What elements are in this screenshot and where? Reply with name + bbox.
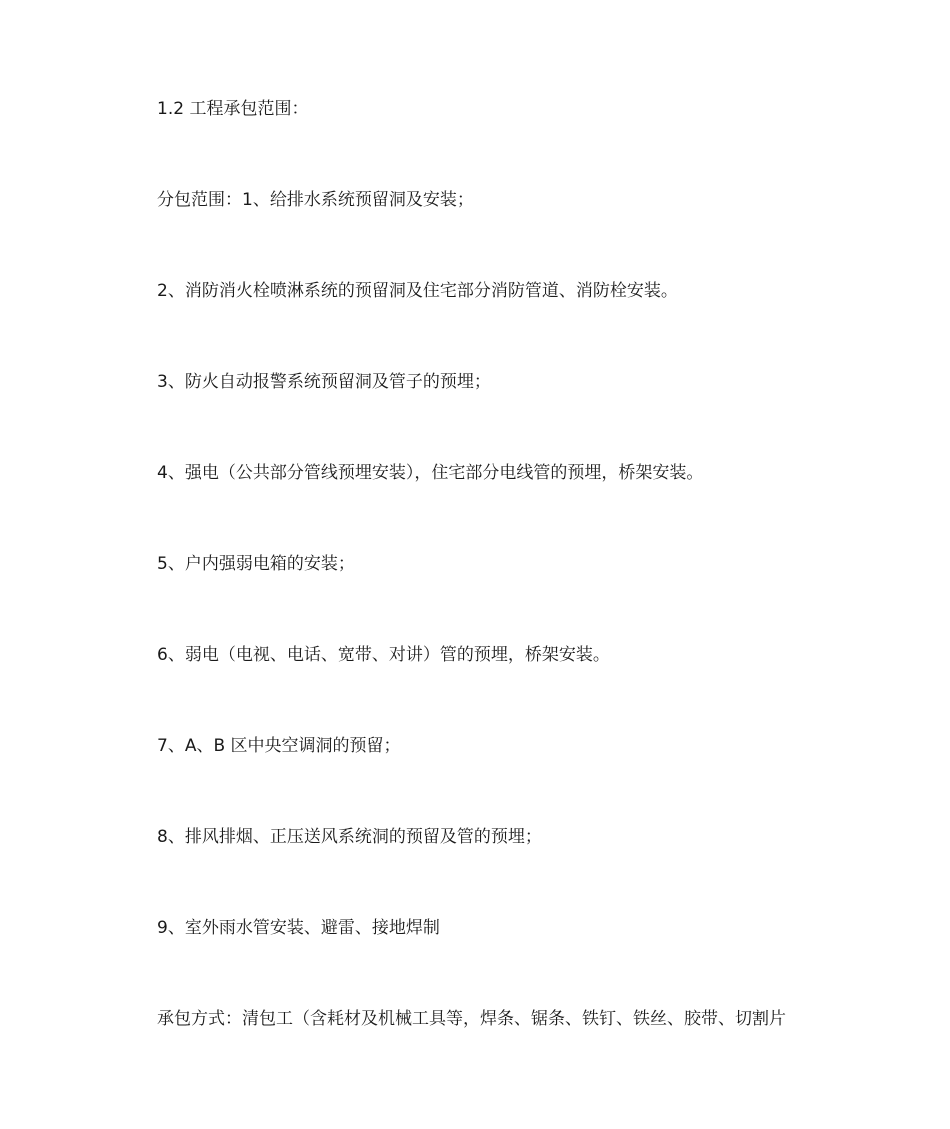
scope-intro: 分包范围：1、给排水系统预留洞及安装； (157, 190, 474, 210)
scope-item-8: 8、排风排烟、正压送风系统洞的预留及管的预埋； (157, 827, 542, 847)
scope-item-6: 6、弱电（电视、电话、宽带、对讲）管的预埋，桥架安装。 (157, 645, 610, 665)
scope-item-2: 2、消防消火栓喷淋系统的预留洞及住宅部分消防管道、消防栓安装。 (157, 281, 678, 301)
scope-item-4: 4、强电（公共部分管线预埋安装），住宅部分电线管的预埋，桥架安装。 (157, 463, 704, 483)
scope-item-5: 5、户内强弱电箱的安装； (157, 554, 355, 574)
scope-item-3: 3、防火自动报警系统预留洞及管子的预埋； (157, 372, 491, 392)
scope-item-9: 9、室外雨水管安装、避雷、接地焊制 (157, 918, 440, 938)
section-heading: 1.2 工程承包范围： (157, 99, 309, 119)
contract-method: 承包方式：清包工（含耗材及机械工具等，焊条、锯条、铁钉、铁丝、胶带、切割片 (157, 1009, 786, 1029)
scope-item-7: 7、A、B 区中央空调洞的预留； (157, 736, 401, 756)
